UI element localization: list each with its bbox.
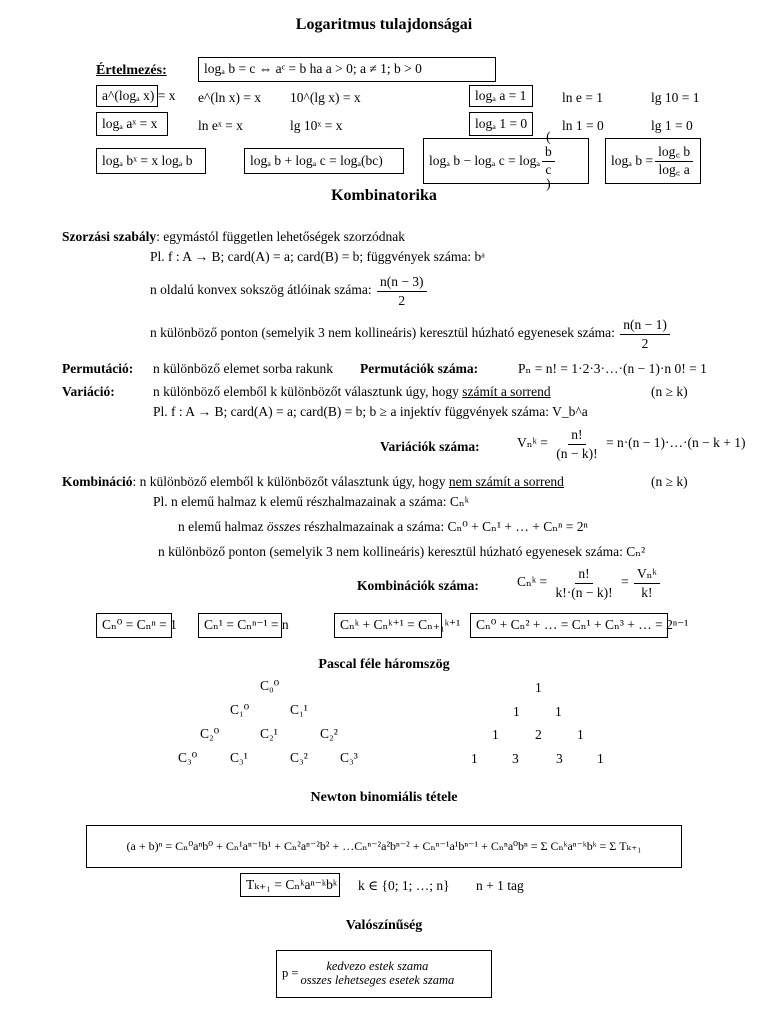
pascal-num-0-0: 1 [535, 680, 542, 695]
log-sum-rule-box: logₐ b + logₐ c = logₐ(bc) [244, 148, 404, 174]
pascal-num-3-0: 1 [471, 751, 478, 766]
product-rule: Szorzási szabály: egymástól független lehetőségek szorzódnak [62, 229, 406, 244]
variation-label: Variáció: [62, 384, 115, 399]
pascal-c-2-2: C₂² [320, 726, 338, 741]
log-one-box: logₐ 1 = 0 [469, 112, 533, 136]
pascal-num-3-3: 1 [597, 751, 604, 766]
combination-condition: (n ≥ k) [651, 474, 688, 489]
pascal-c-1-0: C₁⁰ [230, 702, 250, 717]
combinatorics-title: Kombinatorika [331, 187, 437, 204]
log-identity-box: a^(logₐ x) = x [96, 85, 158, 107]
log-power-rule-box: logₐ bˣ = x logₐ b [96, 148, 206, 174]
pascal-c-1-1: C₁¹ [290, 702, 308, 717]
ln-e-identity: ln e = 1 [562, 90, 603, 105]
permutation-count-label: Permutációk száma: [360, 361, 479, 376]
variation-example: Pl. f : A → B; card(A) = a; card(B) = b; b ≥ a injektív függvények száma: V_b^a [153, 404, 588, 419]
newton-formula-box: (a + b)ⁿ = Cₙ⁰aⁿb⁰ + Cₙ¹aⁿ⁻¹b¹ + Cₙ²aⁿ⁻²b² + …Cₙⁿ⁻²a²bⁿ⁻² + Cₙⁿ⁻¹a¹bⁿ⁻¹ + Cₙⁿa⁰bⁿ = Σ Cₙᵏaⁿ⁻ᵏbᵏ = Σ Tₖ₊₁ [86, 825, 682, 868]
term-count: n + 1 tag [476, 878, 524, 893]
log-base-box: logₐ a = 1 [469, 85, 533, 107]
log-power-box: logₐ aˣ = x [96, 112, 168, 136]
lg-ten-identity: lg 10 = 1 [651, 90, 700, 105]
definition-label: Értelmezés: [96, 63, 167, 78]
variation-count-label: Variációk száma: [380, 439, 480, 454]
pascal-c-3-3: C₃³ [340, 750, 358, 765]
combination-count-label: Kombinációk száma: [357, 578, 479, 593]
binomial-identity-box-2: Cₙ¹ = Cₙⁿ⁻¹ = n [198, 613, 282, 638]
pascal-title: Pascal féle háromszög [318, 657, 450, 672]
pascal-num-1-1: 1 [555, 704, 562, 719]
pascal-c-3-1: C₃¹ [230, 750, 248, 765]
ln-one-identity: ln 1 = 0 [562, 118, 604, 133]
k-range: k ∈ {0; 1; …; n} [358, 878, 450, 893]
general-term-box: Tₖ₊₁ = Cₙᵏaⁿ⁻ᵏbᵏ [240, 873, 340, 897]
variation-condition: (n ≥ k) [651, 384, 688, 399]
pascal-num-3-2: 3 [556, 751, 563, 766]
product-rule-example: Pl. f : A → B; card(A) = a; card(B) = b; függvények száma: bᵃ [150, 249, 485, 264]
combination-example-3: n különböző ponton (semelyik 3 nem kollineáris) keresztül húzható egyenesek száma: Cₙ² [158, 544, 646, 559]
pascal-c-3-2: C₃² [290, 750, 308, 765]
combination-example-2: n elemű halmaz összes részhalmazainak a száma: Cₙ⁰ + Cₙ¹ + … + Cₙⁿ = 2ⁿ [178, 519, 588, 534]
permutation-label: Permutáció: [62, 361, 134, 376]
lg-tenx-identity: lg 10ˣ = x [290, 118, 343, 133]
binomial-identity-box-3: Cₙᵏ + Cₙᵏ⁺¹ = Cₙ₊₁ᵏ⁺¹ [334, 613, 442, 638]
lines-formula: n különböző ponton (semelyik 3 nem kollineáris) keresztül húzható egyenesek száma: $\frac{n(n - 1)}{2}$ [150, 317, 672, 351]
binomial-identity-box-4: Cₙ⁰ + Cₙ² + … = Cₙ¹ + Cₙ³ + … = 2ⁿ⁻¹ [470, 613, 668, 638]
combination-example-1: Pl. n elemű halmaz k elemű részhalmazainak a száma: Cₙᵏ [153, 494, 469, 509]
probability-formula-box: p = kedvezo estek szama osszes lehetseges esetek szama [276, 950, 492, 998]
lg-one-identity: lg 1 = 0 [651, 118, 693, 133]
page-title: Logaritmus tulajdonságai [295, 16, 473, 33]
newton-title: Newton binomiális tétele [310, 790, 458, 805]
pascal-c-2-1: C₂¹ [260, 726, 278, 741]
permutation-formula: Pₙ = n! = 1·2·3·…·(n − 1)·n 0! = 1 [518, 361, 707, 376]
log-diff-rule-box: logₐ b − logₐ c = logₐ ( b c ) [423, 138, 589, 184]
pascal-c-3-0: C₃⁰ [178, 750, 198, 765]
pascal-num-2-2: 1 [577, 727, 584, 742]
definition-box: logₐ b = c ⇔ aᶜ = b ha a > 0; a ≠ 1; b > 0 [198, 57, 496, 82]
pascal-num-1-0: 1 [513, 704, 520, 719]
log-base-change-box: logₐ b = $\frac{\log꜀ b}{\log꜀ a}$ [605, 138, 701, 184]
variation-text: n különböző elemből k különbözőt választunk úgy, hogy számít a sorrend [153, 384, 551, 399]
pascal-num-3-1: 3 [512, 751, 519, 766]
pascal-c-0-0: C₀⁰ [260, 678, 280, 693]
combination-label: Kombináció: n különböző elemből k különbözőt választunk úgy, hogy nem számít a sorrend [62, 474, 564, 489]
variation-formula: Vₙᵏ = $\frac{n!}{(n - k)!}$ = n·(n − 1)·…·(n − k + 1) [517, 427, 746, 461]
pascal-num-2-1: 2 [535, 727, 542, 742]
probability-title: Valószínűség [345, 918, 423, 933]
exp-ln-identity: e^(ln x) = x [198, 90, 262, 105]
pascal-c-2-0: C₂⁰ [200, 726, 220, 741]
diagonals-formula: n oldalú konvex sokszög átlóinak száma: $\frac{n(n - 3)}{2}$ [150, 274, 429, 308]
binomial-identity-box-1: Cₙ⁰ = Cₙⁿ = 1 [96, 613, 172, 638]
combination-formula: Cₙᵏ = $\frac{n!}{k!\cdot(n - k)!}$ = $\frac{\text{Vₙᵏ}}{k!}$ [517, 566, 662, 600]
pascal-num-2-0: 1 [492, 727, 499, 742]
ln-ex-identity: ln eˣ = x [198, 118, 243, 133]
permutation-text: n különböző elemet sorba rakunk [153, 361, 333, 376]
ten-lg-identity: 10^(lg x) = x [290, 90, 361, 105]
